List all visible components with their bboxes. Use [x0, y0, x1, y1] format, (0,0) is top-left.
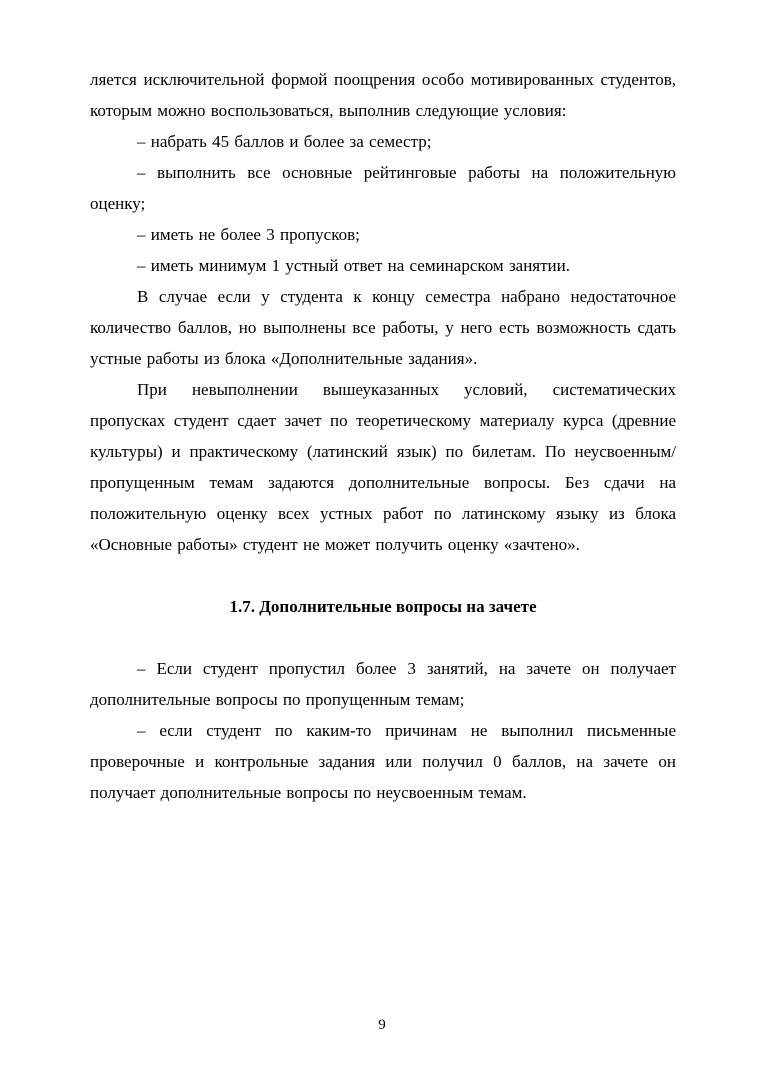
list-item: – выполнить все основные рейтинговые работы на положительную оценку; — [90, 163, 676, 213]
list-item: – если студент по каким-то причинам не выполнил письменные проверочные и контрольные задания или получил 0 баллов, на зачете он получает дополнительные вопросы по неусвоенным темам. — [90, 721, 676, 802]
paragraph: При невыполнении вышеуказанных условий, систематических пропусках студент сдает зачет по теоретическому материалу курса (древние культуры) и практическому (латинский язык) по билетам. По неусвоенным/пропущенным темам задаются дополнительные вопросы. Без сдачи на положительную оценку всех устных работ по латинскому языку из блока «Основные работы» студент не может получить оценку «зачтено». — [90, 380, 676, 554]
list-item: – иметь минимум 1 устный ответ на семинарском занятии. — [137, 256, 570, 275]
paragraph: В случае если у студента к концу семестра набрано недостаточное количество баллов, но выполнены все работы, у него есть возможность сдать устные работы из блока «Дополнительные задания». — [90, 287, 676, 368]
page-content — [90, 64, 676, 808]
section-heading: 1.7. Дополнительные вопросы на зачете — [229, 597, 537, 616]
list-item: – Если студент пропустил более 3 занятий, на зачете он получает дополнительные вопросы по пропущенным темам; — [90, 659, 676, 709]
list-item: – иметь не более 3 пропусков; — [137, 225, 360, 244]
list-item: – набрать 45 баллов и более за семестр; — [137, 132, 432, 151]
page-number: 9 — [378, 1017, 386, 1033]
paragraph: ляется исключительной формой поощрения особо мотивированных студентов, которым можно воспользоваться, выполнив следующие условия: — [90, 70, 676, 120]
